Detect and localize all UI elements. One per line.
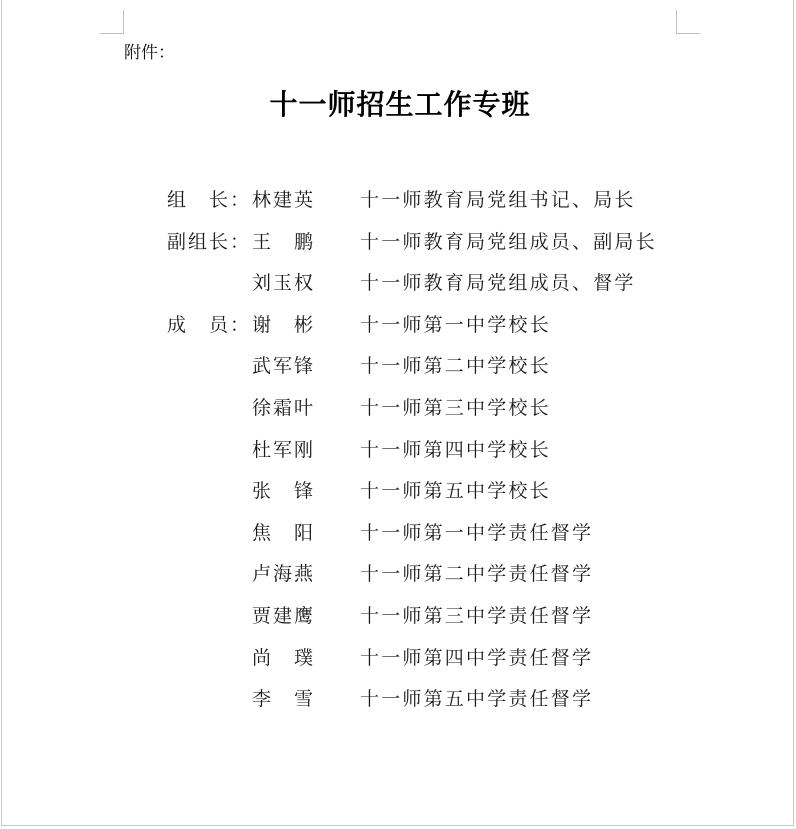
roster-name: 王 鹏 — [252, 230, 316, 253]
roster-position: 十一师第四中学责任督学 — [360, 646, 594, 669]
roster-row — [2, 600, 796, 642]
roster-role: 组 长： — [167, 189, 252, 211]
roster-name: 刘玉权 — [252, 272, 316, 295]
roster-row — [2, 475, 796, 517]
roster-row — [2, 642, 796, 684]
roster-row — [2, 226, 796, 268]
margin-corner-mark-top-right — [676, 10, 700, 34]
roster-row — [2, 267, 796, 309]
roster-name: 林建英 — [252, 189, 316, 211]
document-page — [1, 0, 794, 826]
roster-position: 十一师第五中学责任督学 — [360, 688, 594, 711]
roster-name: 尚 璞 — [252, 646, 316, 669]
roster-name: 贾建鹰 — [252, 604, 316, 627]
roster-name: 李 雪 — [252, 688, 316, 711]
roster-name: 卢海燕 — [252, 563, 316, 586]
roster-role: 成 员： — [167, 313, 252, 336]
roster-position: 十一师第一中学校长 — [360, 313, 551, 336]
roster-position: 十一师第二中学责任督学 — [360, 563, 594, 586]
roster-position: 十一师教育局党组书记、局长 — [360, 189, 636, 211]
roster-row — [2, 184, 796, 226]
roster-list — [2, 184, 796, 725]
document-title: 十一师招生工作专班 — [269, 88, 531, 121]
roster-position: 十一师教育局党组成员、副局长 — [360, 230, 657, 253]
roster-position: 十一师第五中学校长 — [360, 480, 551, 503]
roster-row — [2, 392, 796, 434]
roster-position: 十一师第一中学责任督学 — [360, 521, 594, 544]
roster-row — [2, 517, 796, 559]
roster-row — [2, 558, 796, 600]
roster-position: 十一师第三中学校长 — [360, 396, 551, 419]
roster-name: 杜军刚 — [252, 438, 316, 461]
roster-name: 武军锋 — [252, 355, 316, 378]
roster-name: 张 锋 — [252, 480, 316, 503]
roster-position: 十一师第三中学责任督学 — [360, 604, 594, 627]
roster-name: 焦 阳 — [252, 521, 316, 544]
roster-row — [2, 683, 796, 725]
margin-corner-mark-top-left — [100, 10, 124, 34]
attachment-label: 附件： — [124, 43, 175, 63]
roster-position: 十一师第四中学校长 — [360, 438, 551, 461]
roster-name: 徐霜叶 — [252, 396, 316, 419]
roster-row — [2, 309, 796, 351]
roster-position: 十一师教育局党组成员、督学 — [360, 272, 636, 295]
roster-row — [2, 434, 796, 476]
roster-row — [2, 350, 796, 392]
roster-role: 副组长： — [167, 230, 252, 253]
roster-name: 谢 彬 — [252, 313, 316, 336]
roster-position: 十一师第二中学校长 — [360, 355, 551, 378]
